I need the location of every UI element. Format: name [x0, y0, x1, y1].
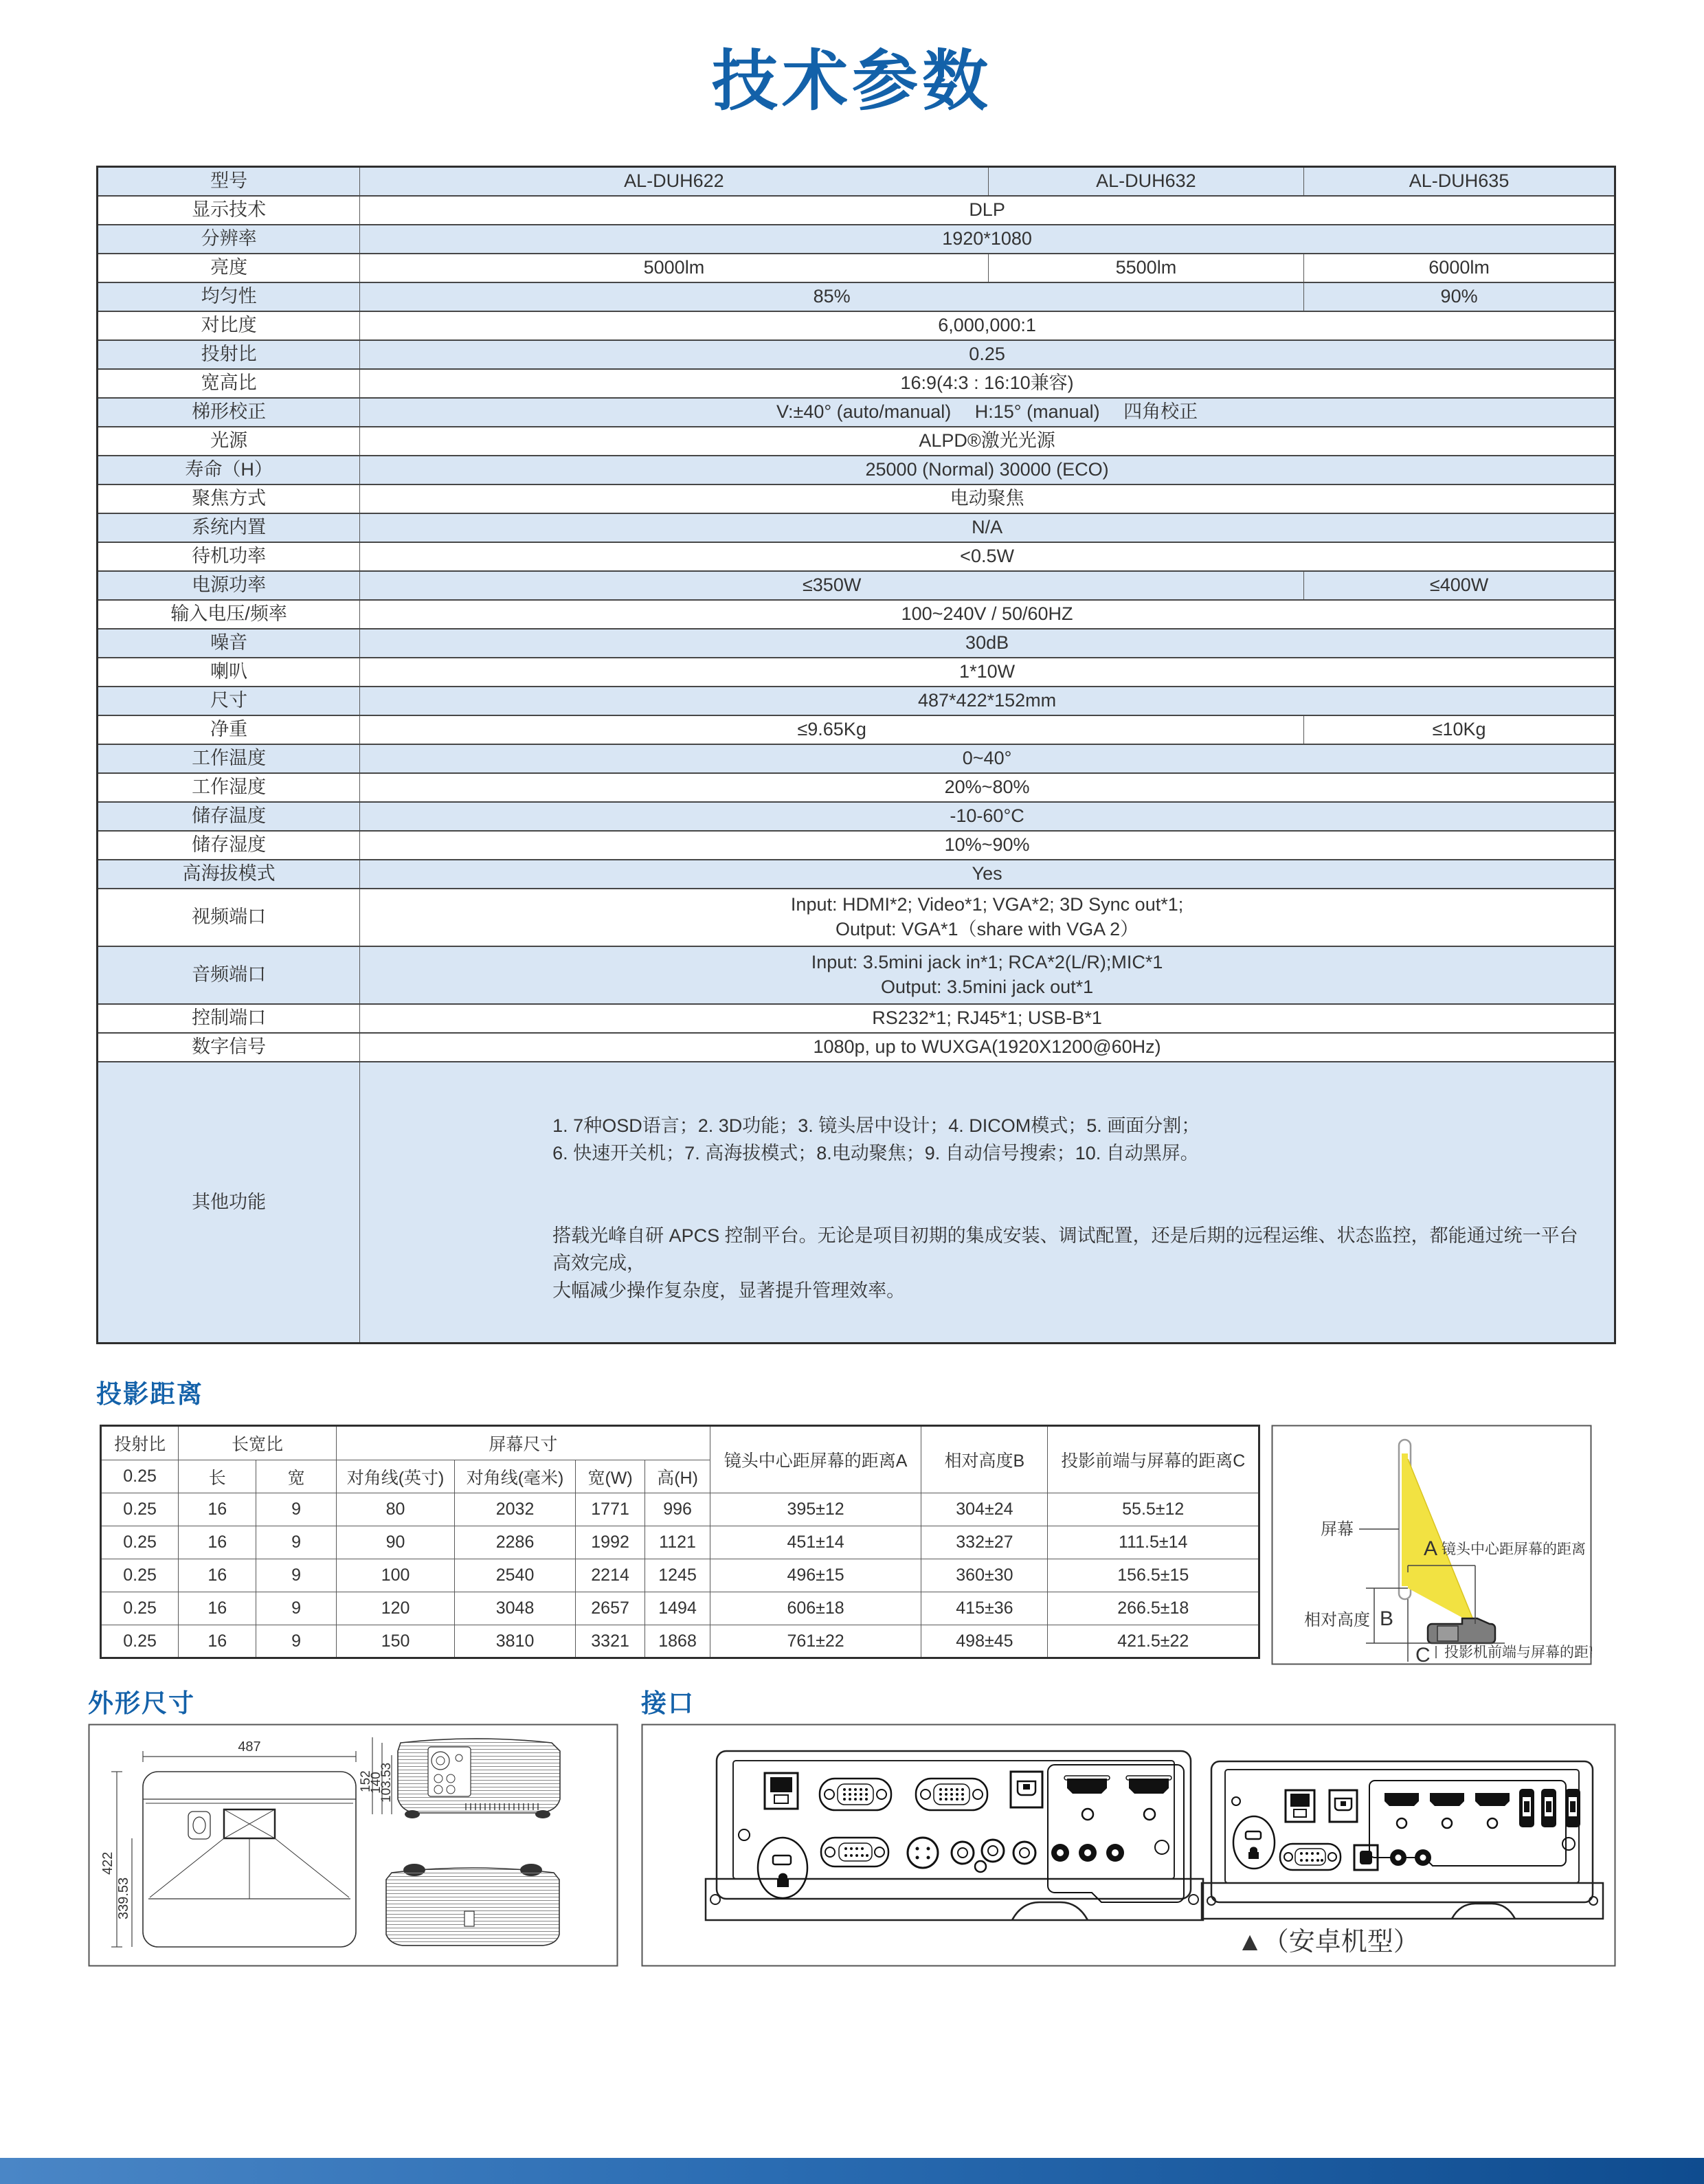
spec-value: Input: 3.5mini jack in*1; RCA*2(L/R);MIC*1 Output: 3.5mini jack out*1	[360, 946, 1615, 1004]
projection-cell: 16	[179, 1526, 256, 1559]
projection-cell: 0.25	[101, 1592, 179, 1625]
projection-heading: 投影距离	[96, 1380, 203, 1408]
audio-jack-icon	[1051, 1844, 1124, 1862]
spec-label: 对比度	[98, 311, 360, 340]
spec-label: 电源功率	[98, 571, 360, 600]
spec-value: ≤10Kg	[1304, 715, 1615, 744]
spec-label: 喇叭	[98, 658, 360, 687]
col-diag-mm: 对角线(毫米)	[455, 1460, 576, 1493]
projection-cell: 1868	[645, 1625, 710, 1658]
spec-row	[98, 600, 1615, 629]
spec-row	[98, 831, 1615, 860]
spec-label: 投射比	[98, 340, 360, 369]
a-label: A	[1424, 1537, 1438, 1560]
spec-value: DLP	[360, 196, 1615, 225]
dim-depth3: 103.53	[379, 1762, 394, 1803]
projection-cell: 3810	[455, 1625, 576, 1658]
col-length: 长	[179, 1460, 256, 1493]
spec-label: 其他功能	[98, 1062, 360, 1344]
spec-value: 5000lm	[360, 254, 989, 282]
projection-cell: 9	[256, 1493, 337, 1526]
spec-value: <0.5W	[360, 542, 1615, 571]
projection-cell: 3048	[455, 1592, 576, 1625]
spec-value: 0~40°	[360, 744, 1615, 773]
dim-inner-height: 339.53	[116, 1877, 131, 1919]
spec-value: N/A	[360, 513, 1615, 542]
projection-cell: 421.5±22	[1048, 1625, 1259, 1658]
projection-cell: 2286	[455, 1526, 576, 1559]
spec-row	[98, 860, 1615, 889]
spec-label: 输入电压/频率	[98, 600, 360, 629]
projection-cell: 360±30	[921, 1559, 1048, 1592]
spec-value: 电动聚焦	[360, 484, 1615, 513]
projection-cell: 9	[256, 1625, 337, 1658]
spec-value: 85%	[360, 282, 1304, 311]
spec-row	[98, 340, 1615, 369]
spec-label: 亮度	[98, 254, 360, 282]
projection-cell: 9	[256, 1526, 337, 1559]
projection-cell: 9	[256, 1592, 337, 1625]
dim-depth2: 140	[369, 1772, 383, 1794]
spec-label: 光源	[98, 427, 360, 456]
spec-label: 型号	[98, 167, 360, 196]
usb-a2-port-icon	[1541, 1789, 1556, 1827]
spec-value: 5500lm	[988, 254, 1303, 282]
a-desc: 镜头中心距屏幕的距离	[1442, 1541, 1586, 1557]
projection-diagram	[1271, 1425, 1592, 1665]
spec-label: 显示技术	[98, 196, 360, 225]
col-throw-ratio: 投射比	[101, 1426, 179, 1460]
spec-value: ≤400W	[1304, 571, 1615, 600]
projection-row	[101, 1493, 1259, 1526]
spec-value: 1080p, up to WUXGA(1920X1200@60Hz)	[360, 1033, 1615, 1062]
projection-table	[100, 1425, 1260, 1659]
spec-value: Input: HDMI*2; Video*1; VGA*2; 3D Sync out*1; Output: VGA*1（share with VGA 2）	[360, 889, 1615, 946]
projection-cell: 1771	[575, 1493, 644, 1526]
projection-cell: 16	[179, 1493, 256, 1526]
spec-label: 尺寸	[98, 687, 360, 715]
projection-cell: 55.5±12	[1048, 1493, 1259, 1526]
projection-cell: 2540	[455, 1559, 576, 1592]
spec-label: 均匀性	[98, 282, 360, 311]
interfaces-heading: 接口	[641, 1689, 695, 1717]
projection-cell: 0.25	[101, 1526, 179, 1559]
spec-label: 工作温度	[98, 744, 360, 773]
dim-height: 422	[100, 1851, 115, 1875]
spec-row	[98, 1033, 1615, 1062]
spec-value: 25000 (Normal) 30000 (ECO)	[360, 456, 1615, 484]
footer-bar	[0, 2158, 1704, 2184]
col-distance-a: 镜头中心距屏幕的距离A	[710, 1426, 921, 1493]
spec-label: 净重	[98, 715, 360, 744]
spec-label: 储存温度	[98, 802, 360, 831]
spec-row	[98, 456, 1615, 484]
spec-label: 控制端口	[98, 1004, 360, 1033]
spec-value: AL-DUH635	[1304, 167, 1615, 196]
spec-row	[98, 427, 1615, 456]
spec-row	[98, 513, 1615, 542]
spec-value: 487*422*152mm	[360, 687, 1615, 715]
projection-cell: 1245	[645, 1559, 710, 1592]
projection-cell: 16	[179, 1559, 256, 1592]
spec-value: 6,000,000:1	[360, 311, 1615, 340]
projection-cell: 498±45	[921, 1625, 1048, 1658]
spec-row	[98, 629, 1615, 658]
projection-cell: 1121	[645, 1526, 710, 1559]
projection-cell: 266.5±18	[1048, 1592, 1259, 1625]
spec-row	[98, 715, 1615, 744]
spec-row	[98, 687, 1615, 715]
projection-row	[101, 1625, 1259, 1658]
projection-cell: 0.25	[101, 1625, 179, 1658]
spec-value: 100~240V / 50/60HZ	[360, 600, 1615, 629]
dimensions-heading: 外形尺寸	[88, 1689, 195, 1717]
projection-cell: 156.5±15	[1048, 1559, 1259, 1592]
col-width: 宽	[256, 1460, 337, 1493]
projection-row	[101, 1592, 1259, 1625]
col-w: 宽(W)	[575, 1460, 644, 1493]
projection-row	[101, 1526, 1259, 1559]
relative-height-label: 相对高度	[1304, 1611, 1370, 1629]
projection-cell: 304±24	[921, 1493, 1048, 1526]
spec-value: 16:9(4:3 : 16:10兼容)	[360, 369, 1615, 398]
projection-cell: 0.25	[101, 1493, 179, 1526]
spec-row	[98, 282, 1615, 311]
spec-label: 储存湿度	[98, 831, 360, 860]
col-aspect: 长宽比	[179, 1426, 337, 1460]
c-label: C	[1415, 1644, 1431, 1665]
spec-row	[98, 946, 1615, 1004]
spec-value: 1. 7种OSD语言；2. 3D功能；3. 镜头居中设计；4. DICOM模式；5. 画面分割； 6. 快速开关机；7. 高海拔模式；8.电动聚焦；9. 自动信号搜索；10. 自动黑屏。 搭载光峰自研 APCS 控制平台。无论是项目初期的集成安装、调试配置，还是后期的远程运维、状态监控，都能通过统一平台高效完成， 大幅减少操作复杂度，显著提升管理效率。	[360, 1062, 1615, 1344]
col-distance-c: 投影前端与屏幕的距离C	[1048, 1426, 1259, 1493]
c-desc: 投影机前端与屏幕的距离	[1444, 1645, 1592, 1660]
spec-value: 6000lm	[1304, 254, 1615, 282]
spec-row	[98, 802, 1615, 831]
projection-cell: 16	[179, 1592, 256, 1625]
spec-row	[98, 773, 1615, 802]
spec-label: 寿命（H）	[98, 456, 360, 484]
projection-cell: 415±36	[921, 1592, 1048, 1625]
spec-label: 噪音	[98, 629, 360, 658]
spec-label: 工作湿度	[98, 773, 360, 802]
b-label: B	[1380, 1607, 1394, 1630]
spec-label: 高海拔模式	[98, 860, 360, 889]
projection-cell: 100	[336, 1559, 454, 1592]
spec-table	[96, 166, 1616, 1344]
spec-row	[98, 658, 1615, 687]
projection-row	[101, 1559, 1259, 1592]
spec-value: V:±40° (auto/manual) H:15° (manual) 四角校正	[360, 398, 1615, 427]
spec-label: 宽高比	[98, 369, 360, 398]
spec-value: 30dB	[360, 629, 1615, 658]
spec-value: 10%~90%	[360, 831, 1615, 860]
col-screen-size: 屏幕尺寸	[336, 1426, 710, 1460]
projection-cell: 2657	[575, 1592, 644, 1625]
spec-value: AL-DUH632	[988, 167, 1303, 196]
dimensions-drawing	[88, 1724, 618, 1967]
usb-a-port-icon	[1519, 1789, 1534, 1827]
spec-label: 待机功率	[98, 542, 360, 571]
projection-cell: 332±27	[921, 1526, 1048, 1559]
spec-row	[98, 889, 1615, 946]
projection-cell: 996	[645, 1493, 710, 1526]
spec-value: 20%~80%	[360, 773, 1615, 802]
spec-value: AL-DUH622	[360, 167, 989, 196]
dim-width: 487	[238, 1739, 261, 1754]
front-view-drawing	[386, 1864, 559, 1946]
usb-a3-port-icon	[1565, 1789, 1580, 1827]
spec-value: ≤9.65Kg	[360, 715, 1304, 744]
spec-row	[98, 744, 1615, 773]
spec-value: Yes	[360, 860, 1615, 889]
col-diag-inch: 对角线(英寸)	[336, 1460, 454, 1493]
spec-label: 梯形校正	[98, 398, 360, 427]
spec-row	[98, 1004, 1615, 1033]
spec-label: 视频端口	[98, 889, 360, 946]
projection-cell: 606±18	[710, 1592, 921, 1625]
projection-cell: 0.25	[101, 1559, 179, 1592]
spec-value: RS232*1; RJ45*1; USB-B*1	[360, 1004, 1615, 1033]
dim-depth: 152	[359, 1770, 373, 1792]
projection-cell: 9	[256, 1559, 337, 1592]
col-h: 高(H)	[645, 1460, 710, 1493]
spec-row	[98, 398, 1615, 427]
spec-value: ALPD®激光光源	[360, 427, 1615, 456]
spec-row	[98, 571, 1615, 600]
projection-cell: 496±15	[710, 1559, 921, 1592]
spec-label: 数字信号	[98, 1033, 360, 1062]
spec-label: 分辨率	[98, 225, 360, 254]
android-model-caption: ▲（安卓机型）	[1237, 1928, 1420, 1957]
spec-label: 聚焦方式	[98, 484, 360, 513]
projection-cell: 451±14	[710, 1526, 921, 1559]
projection-cell: 3321	[575, 1625, 644, 1658]
spec-label: 音频端口	[98, 946, 360, 1004]
col-height-b: 相对高度B	[921, 1426, 1048, 1493]
spec-row	[98, 311, 1615, 340]
page-title: 技术参数	[712, 45, 992, 118]
spec-value: 0.25	[360, 340, 1615, 369]
spec-row	[98, 542, 1615, 571]
interfaces-drawing	[641, 1724, 1616, 1967]
projection-cell: 111.5±14	[1048, 1526, 1259, 1559]
spec-value: -10-60°C	[360, 802, 1615, 831]
col-throw-value: 0.25	[101, 1460, 179, 1493]
projection-cell: 16	[179, 1625, 256, 1658]
spec-row	[98, 369, 1615, 398]
spec-row	[98, 167, 1615, 196]
spec-value: ≤350W	[360, 571, 1304, 600]
spec-value: 90%	[1304, 282, 1615, 311]
projection-cell: 80	[336, 1493, 454, 1526]
projection-cell: 90	[336, 1526, 454, 1559]
projection-cell: 2032	[455, 1493, 576, 1526]
spec-value: 1*10W	[360, 658, 1615, 687]
projection-header-row-1	[101, 1426, 1259, 1460]
spec-row	[98, 254, 1615, 282]
projection-cell: 1992	[575, 1526, 644, 1559]
spec-row	[98, 484, 1615, 513]
projection-cell: 150	[336, 1625, 454, 1658]
projection-cell: 761±22	[710, 1625, 921, 1658]
spec-value: 1920*1080	[360, 225, 1615, 254]
projection-cell: 120	[336, 1592, 454, 1625]
projection-cell: 1494	[645, 1592, 710, 1625]
spec-row	[98, 1062, 1615, 1344]
spec-row	[98, 196, 1615, 225]
spec-label: 系统内置	[98, 513, 360, 542]
projection-cell: 2214	[575, 1559, 644, 1592]
screen-label: 屏幕	[1321, 1520, 1354, 1539]
spec-row	[98, 225, 1615, 254]
projection-cell: 395±12	[710, 1493, 921, 1526]
